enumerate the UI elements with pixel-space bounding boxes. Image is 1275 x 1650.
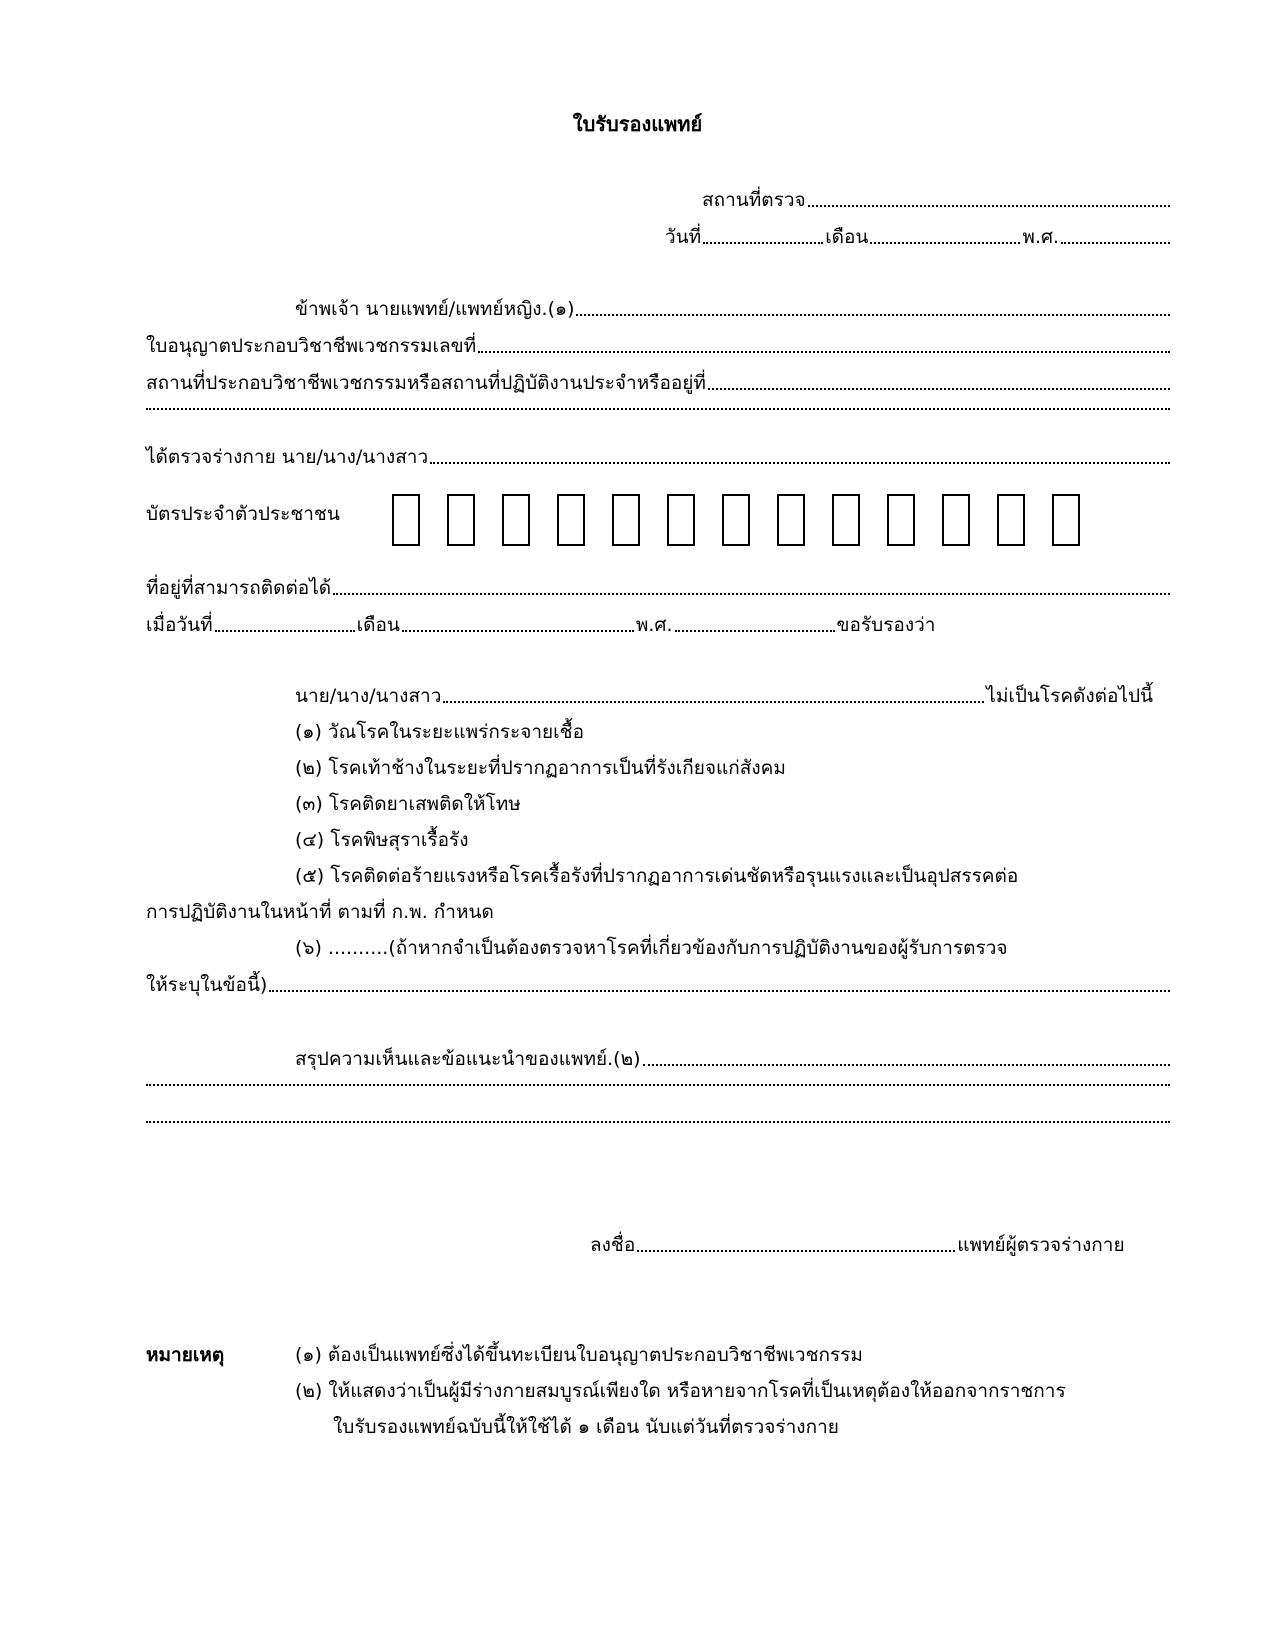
not-disease-label: ไม่เป็นโรคดังต่อไปนี้ — [986, 685, 1153, 707]
disease-item-4: (๔) โรคพิษสุราเรื้อรัง — [295, 829, 469, 851]
workplace-field[interactable] — [708, 388, 1170, 390]
summary-field-cont[interactable] — [146, 1084, 1170, 1086]
exam-place-row — [702, 188, 1172, 212]
on-date-label: เมื่อวันที่ — [146, 614, 213, 636]
sign-label: ลงชื่อ — [590, 1234, 636, 1256]
workplace-cont-row — [146, 408, 1172, 415]
note-1: (๑) ต้องเป็นแพทย์ซึ่งได้ขึ้นทะเบียนใบอนุญาตประกอบวิชาชีพเวชกรรม — [295, 1344, 863, 1366]
disease-item-3: (๓) โรคติดยาเสพติดให้โทษ — [295, 793, 521, 815]
id-digit-box[interactable] — [612, 494, 640, 546]
id-digit-box[interactable] — [1052, 494, 1080, 546]
patient-name-field[interactable] — [430, 462, 1170, 464]
on-date-row — [146, 613, 935, 637]
month-label: เดือน — [825, 226, 869, 248]
disease-item-5-cont: การปฏิบัติงานในหน้าที่ ตามที่ ก.พ. กำหนด — [146, 901, 494, 923]
id-digit-box[interactable] — [887, 494, 915, 546]
id-digit-box[interactable] — [832, 494, 860, 546]
doctor-name-row — [295, 297, 1172, 321]
id-digit-box[interactable] — [502, 494, 530, 546]
disease-item-6-cont-row — [146, 973, 1172, 997]
license-row — [146, 334, 1172, 358]
on-month-label: เดือน — [356, 614, 400, 636]
disease-item-6: (๖) ..........(ถ้าหากจำเป็นต้องตรวจหาโรคที่เกี่ยวข้องกับการปฏิบัติงานของผู้รับการตรวจ — [295, 937, 1008, 959]
exam-place-label: สถานที่ตรวจ — [702, 189, 806, 211]
doctor-name-field[interactable] — [576, 314, 1170, 316]
note-2: (๒) ให้แสดงว่าเป็นผู้มีร่างกายสมบูรณ์เพียงใด หรือหายจากโรคที่เป็นเหตุต้องให้ออกจากราชการ — [295, 1380, 1066, 1402]
id-card-label: บัตรประจำตัวประชาชน — [146, 503, 340, 525]
workplace-field-cont[interactable] — [146, 408, 1170, 410]
summary-cont-row-1 — [146, 1084, 1172, 1091]
workplace-row — [146, 371, 1172, 395]
patient-name-row — [146, 445, 1172, 469]
id-digit-box[interactable] — [997, 494, 1025, 546]
id-digit-box[interactable] — [557, 494, 585, 546]
license-field[interactable] — [478, 351, 1170, 353]
disease-item-2: (๒) โรคเท้าช้างในระยะที่ปรากฏอาการเป็นที่รังเกียจแก่สังคม — [295, 757, 786, 779]
on-day-field[interactable] — [215, 630, 355, 632]
id-digit-box[interactable] — [942, 494, 970, 546]
doctor-intro: ข้าพเจ้า นายแพทย์/แพทย์หญิง.(๑) — [295, 298, 575, 320]
id-digit-box[interactable] — [447, 494, 475, 546]
disease-item-5: (๕) โรคติดต่อร้ายแรงหรือโรคเรื้อรังที่ปรากฏอาการเด่นชัดหรือรุนแรงและเป็นอุปสรรคต่อ — [295, 865, 1019, 887]
year-label: พ.ศ. — [1022, 226, 1060, 248]
certify-label: ขอรับรองว่า — [836, 614, 936, 636]
sign-role-label: แพทย์ผู้ตรวจร่างกาย — [957, 1234, 1125, 1256]
on-year-field[interactable] — [675, 630, 835, 632]
declaration-name-field[interactable] — [443, 701, 984, 703]
id-digit-box[interactable] — [722, 494, 750, 546]
date-label: วันที่ — [665, 226, 702, 248]
exam-date-row — [665, 225, 1172, 249]
summary-cont-row-2 — [146, 1121, 1172, 1128]
exam-place-field[interactable] — [808, 205, 1170, 207]
signature-row — [590, 1233, 1125, 1257]
day-field[interactable] — [703, 242, 823, 244]
on-month-field[interactable] — [402, 630, 634, 632]
note-2-cont: ใบรับรองแพทย์ฉบับนี้ให้ใช้ได้ ๑ เดือน นับแต่วันที่ตรวจร่างกาย — [333, 1416, 839, 1438]
license-label: ใบอนุญาตประกอบวิชาชีพเวชกรรมเลขที่ — [146, 335, 477, 357]
disease-item-1: (๑) วัณโรคในระยะแพร่กระจายเชื้อ — [295, 721, 584, 743]
address-field[interactable] — [333, 593, 1170, 595]
id-digit-box[interactable] — [667, 494, 695, 546]
id-digit-box[interactable] — [777, 494, 805, 546]
disease-item-6-field[interactable] — [269, 990, 1170, 992]
id-digit-box[interactable] — [392, 494, 420, 546]
summary-label: สรุปความเห็นและข้อแนะนำของแพทย์.(๒) — [295, 1048, 641, 1070]
notes-heading: หมายเหตุ — [146, 1344, 225, 1366]
summary-row — [295, 1047, 1172, 1071]
declaration-row — [295, 684, 1153, 708]
declaration-name-label: นาย/นาง/นางสาว — [295, 685, 442, 707]
summary-field[interactable] — [643, 1064, 1170, 1066]
month-field[interactable] — [870, 242, 1020, 244]
page-title: ใบรับรองแพทย์ — [572, 112, 703, 136]
summary-field-cont[interactable] — [146, 1121, 1170, 1123]
year-field[interactable] — [1061, 242, 1170, 244]
examined-label: ได้ตรวจร่างกาย นาย/นาง/นางสาว — [146, 446, 429, 468]
signature-field[interactable] — [637, 1250, 955, 1252]
address-label: ที่อยู่ที่สามารถติดต่อได้ — [146, 577, 332, 599]
on-year-label: พ.ศ. — [635, 614, 673, 636]
workplace-label: สถานที่ประกอบวิชาชีพเวชกรรมหรือสถานที่ปฏิบัติงานประจำหรืออยู่ที่ — [146, 372, 706, 394]
disease-item-6-cont: ให้ระบุในข้อนี้) — [146, 974, 268, 996]
address-row — [146, 576, 1172, 600]
